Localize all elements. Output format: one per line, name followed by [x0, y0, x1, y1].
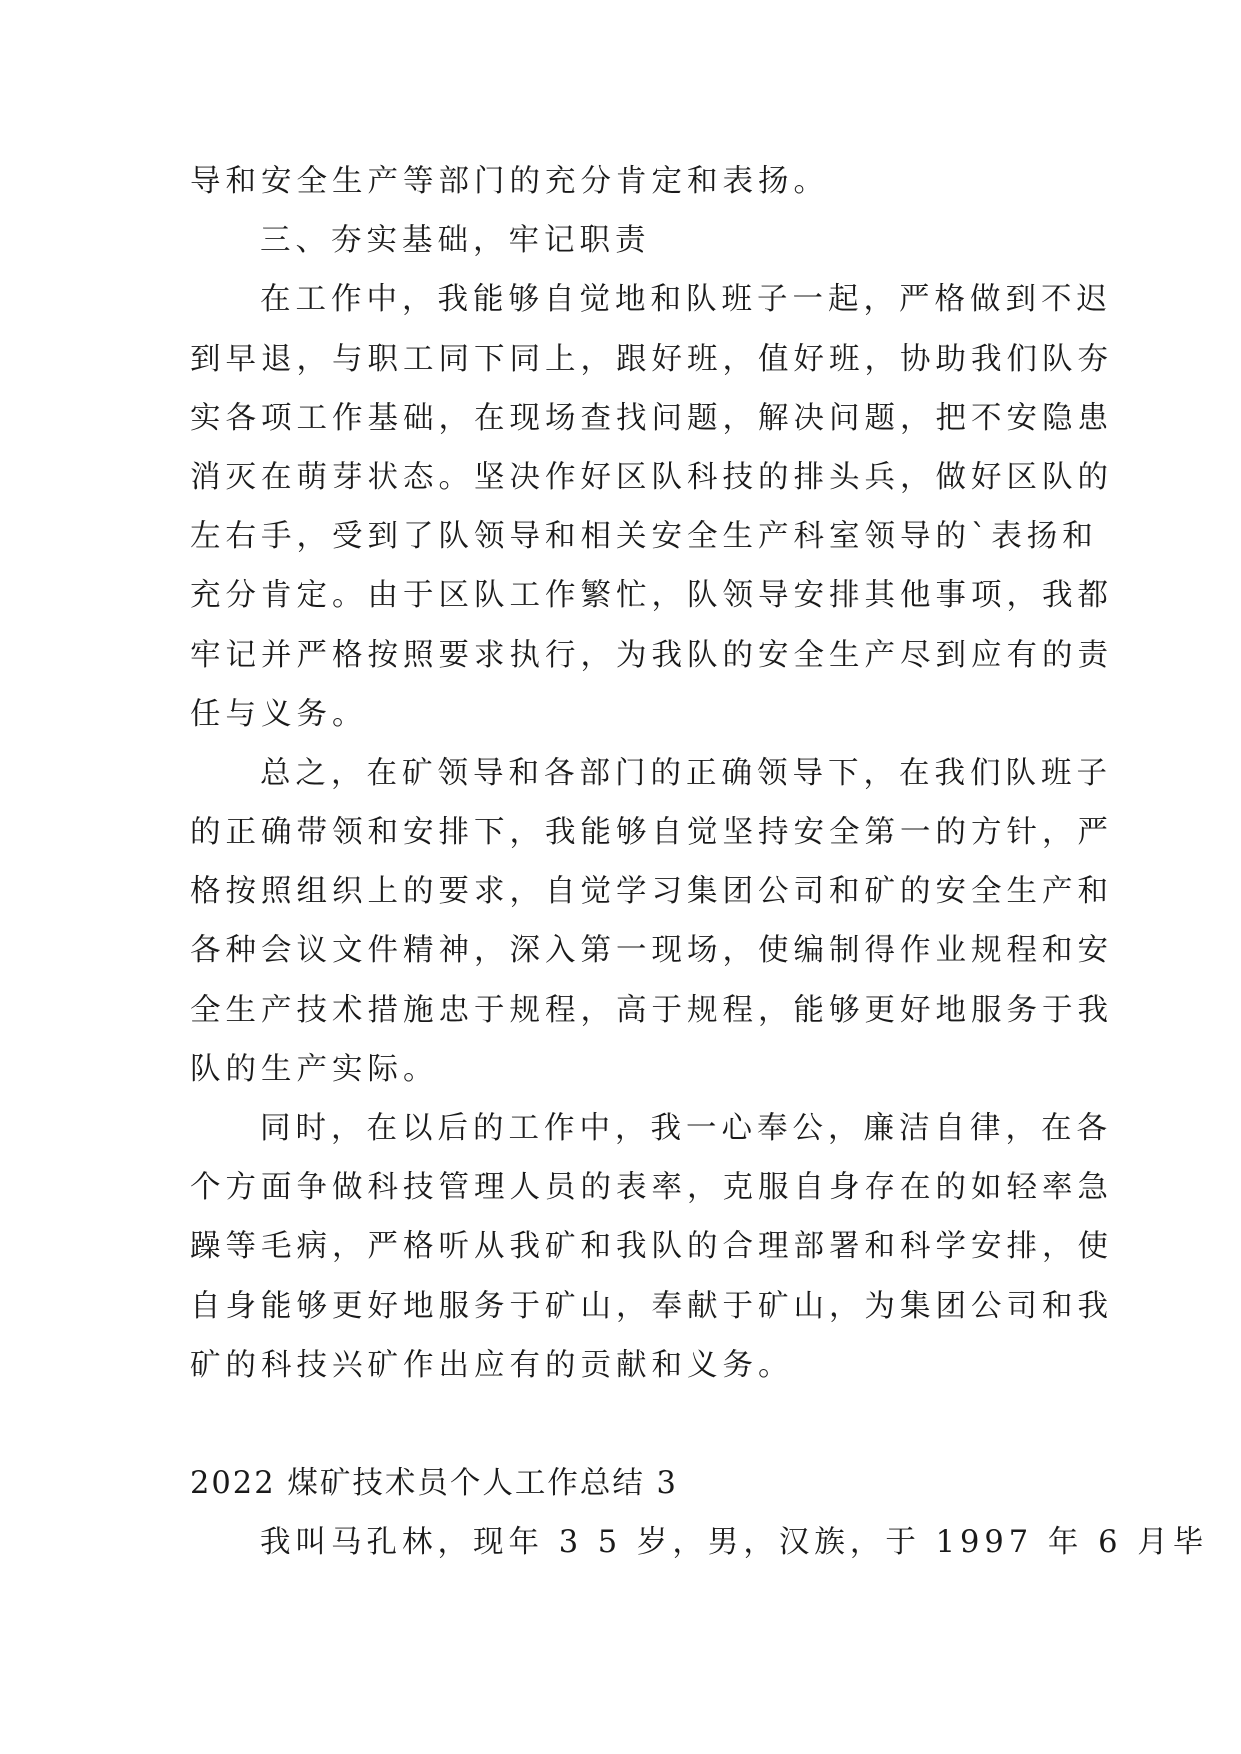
text-line: 消灭在萌芽状态。坚决作好区队科技的排头兵，做好区队的: [190, 459, 1113, 495]
paragraph: [190, 211, 1060, 270]
text-line: 队的生产实际。: [190, 1051, 439, 1087]
text-line: 矿的科技兴矿作出应有的贡献和义务。: [190, 1347, 794, 1383]
text-line: 实各项工作基础，在现场查找问题，解决问题，把不安隐患: [190, 400, 1113, 436]
paragraph: [190, 744, 1113, 1099]
paragraph: [190, 1513, 1209, 1572]
text-line: 在工作中，我能够自觉地和队班子一起，严格做到不迟: [260, 282, 1112, 318]
text-line: 的正确带领和安排下，我能够自觉坚持安全第一的方针，严: [190, 815, 1113, 851]
text-line: 个方面争做科技管理人员的表率，克服自身存在的如轻率急: [190, 1170, 1113, 1206]
text-line: 任与义务。: [190, 696, 368, 732]
text-line: 各种会议文件精神，深入第一现场，使编制得作业规程和安: [190, 933, 1113, 969]
text-line: 导和安全生产等部门的充分肯定和表扬。: [190, 164, 829, 199]
paragraph: [190, 1099, 1113, 1395]
text-line: 牢记并严格按照要求执行，为我队的安全生产尽到应有的责: [190, 637, 1113, 673]
text-line: 全生产技术措施忠于规程，高于规程，能够更好地服务于我: [190, 992, 1113, 1028]
section-heading: [190, 1454, 1060, 1513]
text-line: 左右手，受到了队领导和相关安全生产科室领导的`表扬和: [190, 519, 1098, 555]
heading-text: 2022 煤矿技术员个人工作总结 3: [190, 1466, 678, 1502]
paragraph: [190, 270, 1113, 744]
text-line: 充分肯定。由于区队工作繁忙，队领导安排其他事项，我都: [190, 578, 1113, 614]
text-line: 总之，在矿领导和各部门的正确领导下，在我们队班子: [260, 755, 1112, 791]
paragraph-gap: [190, 1395, 1060, 1454]
text-line: 三、夯实基础，牢记职责: [260, 223, 651, 259]
text-line: 我叫马孔林，现年 3 5 岁，男，汉族，于 1997 年 6 月毕: [260, 1525, 1209, 1561]
text-line: 自身能够更好地服务于矿山，奉献于矿山，为集团公司和我: [190, 1288, 1113, 1324]
paragraph: [190, 152, 1060, 211]
document-body: [190, 152, 1209, 1573]
text-line: 同时，在以后的工作中，我一心奉公，廉洁自律，在各: [260, 1111, 1112, 1146]
text-line: 到早退，与职工同下同上，跟好班，值好班，协助我们队夯: [190, 341, 1113, 377]
text-line: 格按照组织上的要求，自觉学习集团公司和矿的安全生产和: [190, 874, 1113, 910]
text-line: 躁等毛病，严格听从我矿和我队的合理部署和科学安排，使: [190, 1229, 1113, 1265]
